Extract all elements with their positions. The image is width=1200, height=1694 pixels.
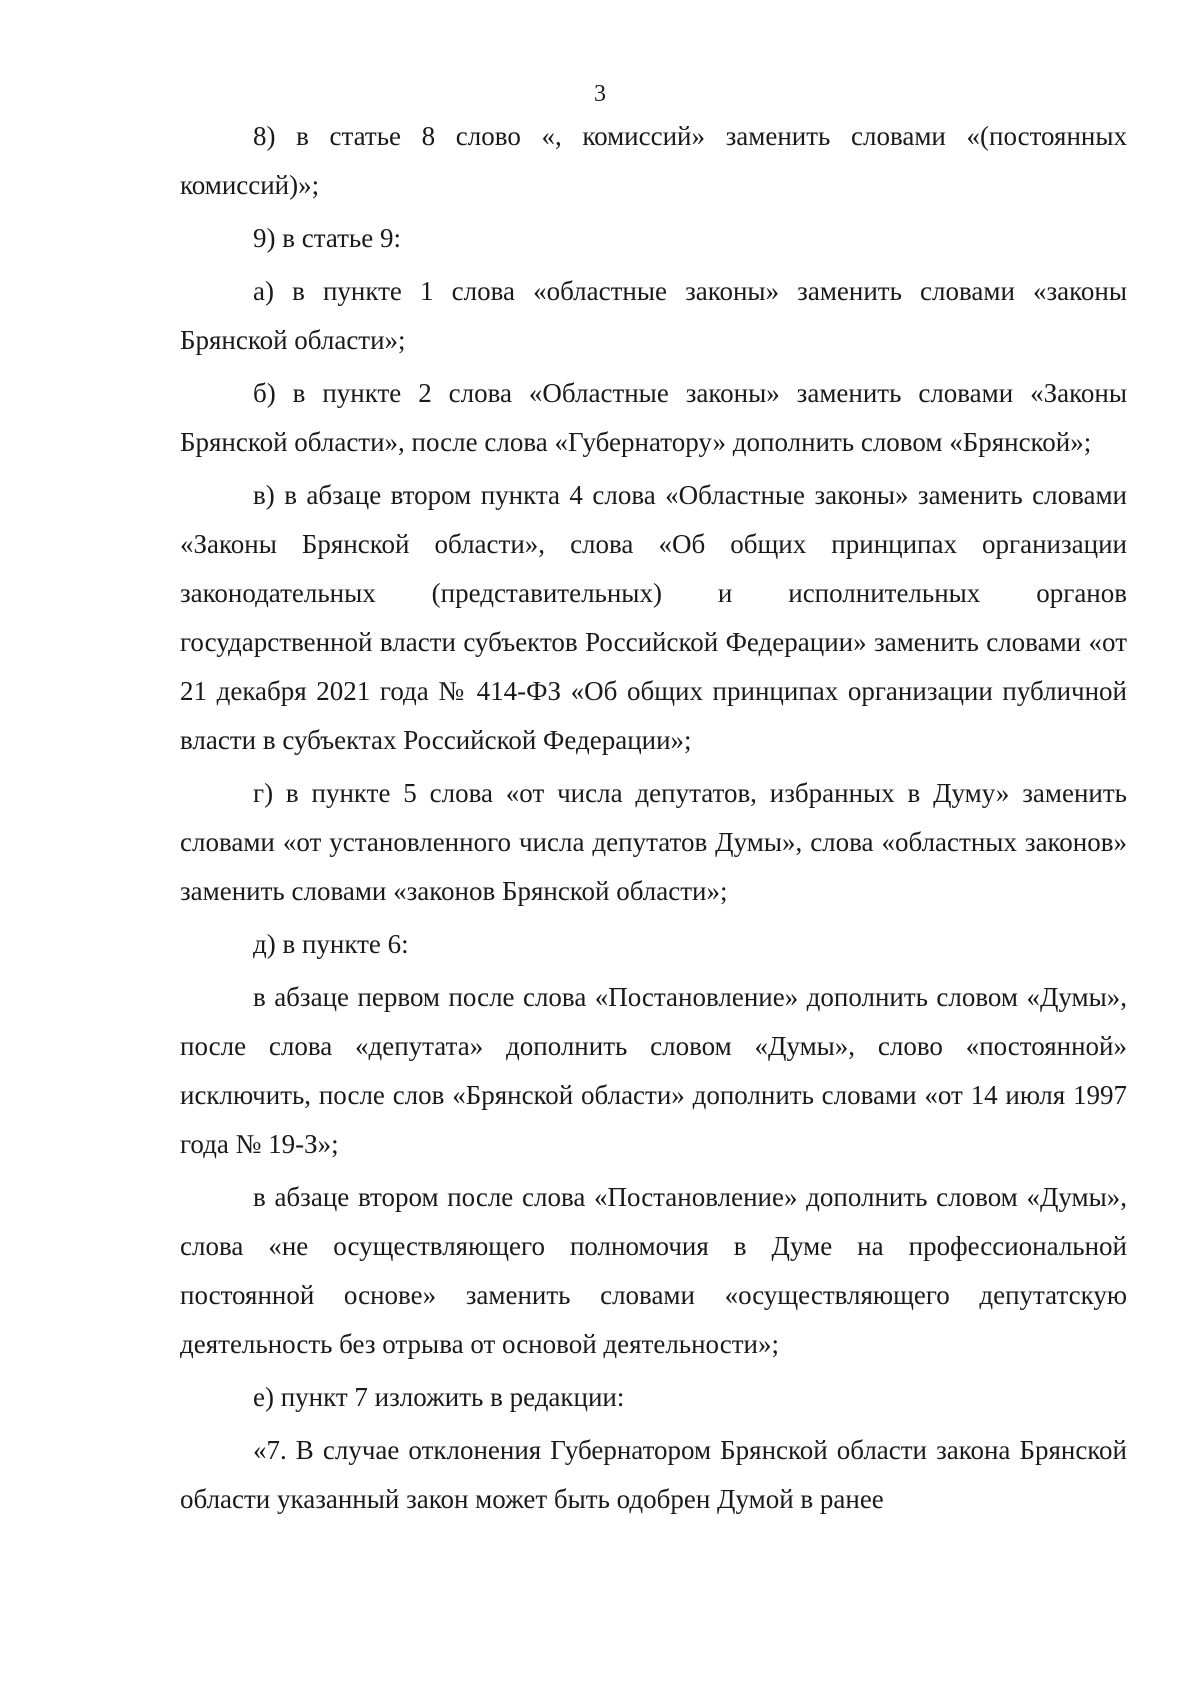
paragraph-subitem-e: е) пункт 7 изложить в редакции: [253, 1382, 625, 1412]
paragraph-abzac-second: в абзаце втором после слова «Постановление» дополнить словом «Думы», слова «не осуществляющего полномочия в Думе на профессиональной постоянной основе» заменить словами «осуществляющего депутатскую деятельность без отрыва от основой деятельности»; [180, 1182, 1127, 1359]
paragraph-subitem-v: в) в абзаце втором пункта 4 слова «Областные законы» заменить словами «Законы Брянской области», слова «Об общих принципах организации законодательных (представительных) и исполнительных органов государственной власти субъектов Российской Федерации» заменить словами «от 21 декабря 2021 года № 414-ФЗ «Об общих принципах организации публичной власти в субъектах Российской Федерации»; [180, 480, 1127, 755]
paragraph-item-9: 9) в статье 9: [253, 223, 401, 253]
paragraph-abzac-first: в абзаце первом после слова «Постановление» дополнить словом «Думы», после слова «депутата» дополнить словом «Думы», слово «постоянной» исключить, после слов «Брянской области» дополнить словами «от 14 июля 1997 года № 19-З»; [180, 982, 1127, 1159]
paragraph-quoted-item-7: «7. В случае отклонения Губернатором Брянской области закона Брянской области указанный закон может быть одобрен Думой в ранее [180, 1435, 1127, 1514]
page-number: 3 [594, 81, 606, 107]
paragraph-subitem-a: а) в пункте 1 слова «областные законы» заменить словами «законы Брянской области»; [180, 276, 1127, 355]
paragraph-item-8: 8) в статье 8 слово «, комиссий» заменить словами «(постоянных комиссий)»; [180, 121, 1127, 200]
paragraph-subitem-g: г) в пункте 5 слова «от числа депутатов, избранных в Думу» заменить словами «от установленного числа депутатов Думы», слова «областных законов» заменить словами «законов Брянской области»; [180, 778, 1127, 906]
paragraph-subitem-b: б) в пункте 2 слова «Областные законы» заменить словами «Законы Брянской области», после слова «Губернатору» дополнить словом «Брянской»; [180, 378, 1127, 457]
document-body [180, 112, 1127, 1528]
paragraph-subitem-d: д) в пункте 6: [253, 929, 409, 959]
